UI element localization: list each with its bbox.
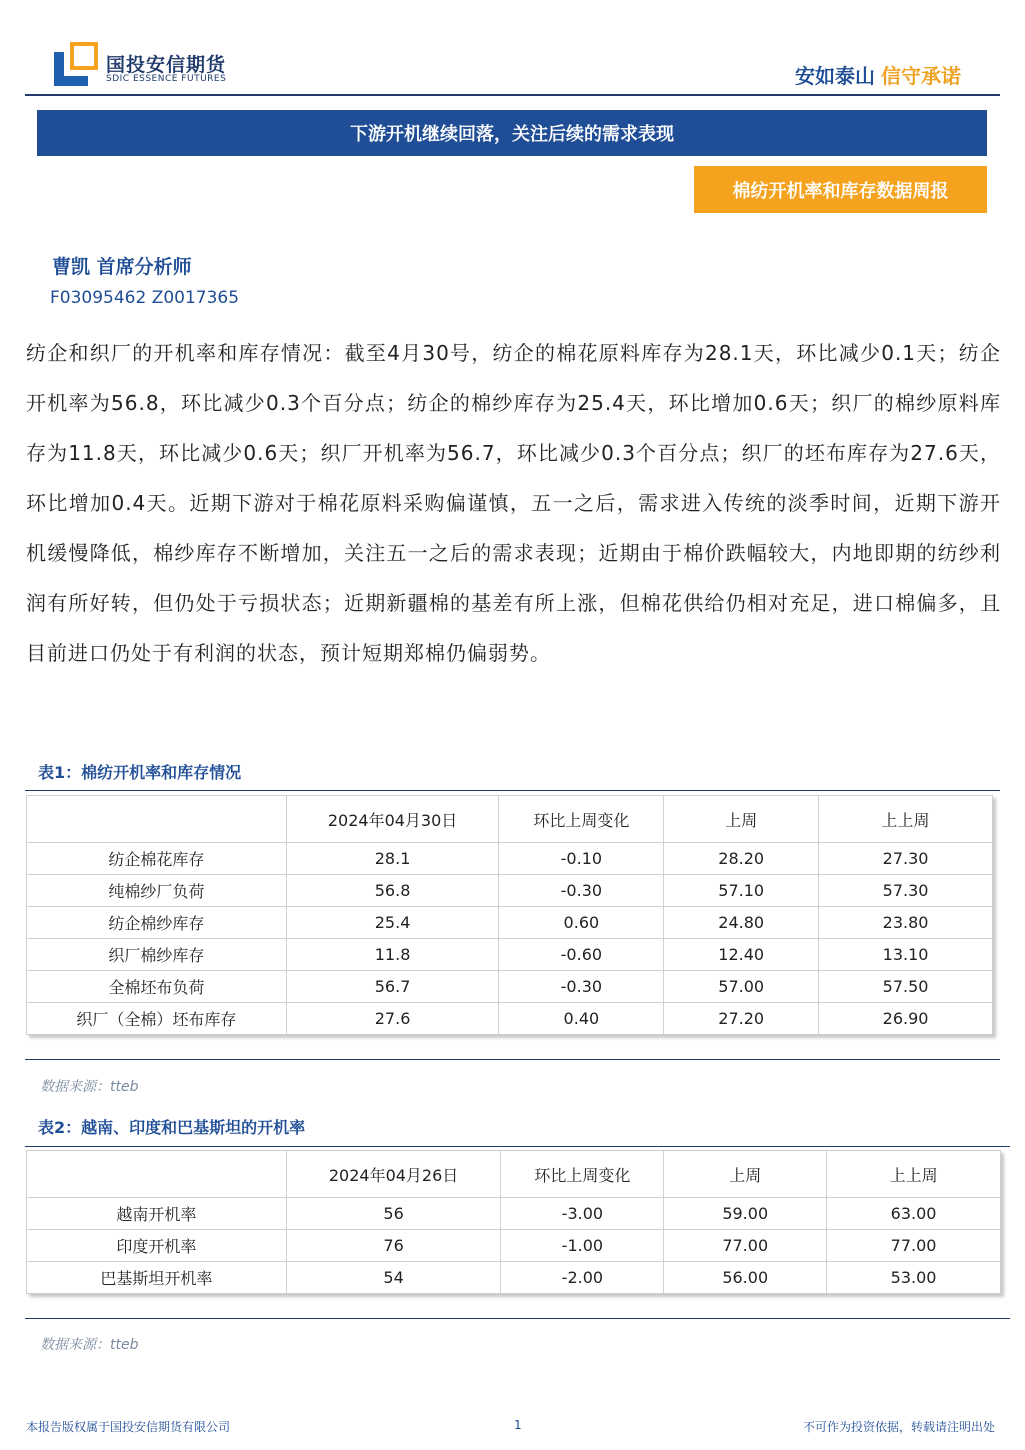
table-row-label: 越南开机率	[27, 1198, 287, 1230]
table1-top-rule	[25, 790, 1000, 791]
table-cell: 77.00	[664, 1230, 827, 1262]
table-cell: 56	[286, 1198, 501, 1230]
table-cell: 63.00	[827, 1198, 1001, 1230]
author-name: 曹凯 首席分析师	[52, 256, 192, 278]
table-cell: 24.80	[664, 907, 819, 939]
table-cell: -3.00	[501, 1198, 664, 1230]
report-subtitle: 棉纺开机率和库存数据周报	[694, 166, 987, 213]
slogan-part1: 安如泰山	[795, 64, 875, 88]
table-header-cell: 上上周	[827, 1151, 1001, 1198]
table-cell: 28.20	[664, 843, 819, 875]
table-cell: 77.00	[827, 1230, 1001, 1262]
table-cell: 27.30	[819, 843, 993, 875]
table-row-label: 巴基斯坦开机率	[27, 1262, 287, 1294]
table1-caption: 表1：棉纺开机率和库存情况	[38, 763, 242, 782]
table-cell: 76	[286, 1230, 501, 1262]
table-cell: 12.40	[664, 939, 819, 971]
table-row-label: 全棉坯布负荷	[27, 971, 287, 1003]
table-row-label: 织厂（全棉）坯布库存	[27, 1003, 287, 1035]
table-row	[27, 1262, 1001, 1294]
header-divider	[25, 94, 1000, 96]
table-cell: 0.60	[499, 907, 664, 939]
table2-top-rule	[25, 1146, 1010, 1147]
table-row-label: 纺企棉花库存	[27, 843, 287, 875]
table-cell: 13.10	[819, 939, 993, 971]
table-cell: -0.30	[499, 875, 664, 907]
table-cell: 11.8	[286, 939, 499, 971]
table-cell: 25.4	[286, 907, 499, 939]
table-cell: 26.90	[819, 1003, 993, 1035]
table-header-row	[27, 1151, 1001, 1198]
table2	[26, 1150, 1001, 1294]
table-row-label: 印度开机率	[27, 1230, 287, 1262]
table-row	[27, 907, 993, 939]
table-cell: -0.10	[499, 843, 664, 875]
table-header-cell	[27, 796, 287, 843]
table2-source: 数据来源：tteb	[40, 1337, 139, 1353]
footer-disclaimer: 不可作为投资依据，转载请注明出处	[802, 1420, 995, 1434]
report-title: 下游开机继续回落，关注后续的需求表现	[37, 110, 987, 156]
company-logo-icon	[54, 42, 98, 86]
table-cell: -0.30	[499, 971, 664, 1003]
table-cell: 59.00	[664, 1198, 827, 1230]
table-cell: 27.6	[286, 1003, 499, 1035]
table2-caption: 表2：越南、印度和巴基斯坦的开机率	[38, 1118, 306, 1137]
table-row	[27, 1198, 1001, 1230]
footer-copyright: 本报告版权属于国投安信期货有限公司	[26, 1420, 231, 1434]
table-row	[27, 875, 993, 907]
table-cell: -1.00	[501, 1230, 664, 1262]
table-cell: 56.7	[286, 971, 499, 1003]
body-paragraph: 纺企和织厂的开机率和库存情况：截至4月30号，纺企的棉花原料库存为28.1天，环比减少0.1天；纺企开机率为56.8，环比减少0.3个百分点；纺企的棉纱库存为25.4天，环比增加0.6天；织厂的棉纱原料库存为11.8天，环比减少0.6天；织厂开机率为56.7，环比减少0.3个百分点；织厂的坯布库存为27.6天，环比增加0.4天。近期下游对于棉花原料采购偏谨慎，五一之后，需求进入传统的淡季时间，近期下游开机缓慢降低，棉纱库存不断增加，关注五一之后的需求表现；近期由于棉价跌幅较大，内地即期的纺纱利润有所好转，但仍处于亏损状态；近期新疆棉的基差有所上涨，但棉花供给仍相对充足，进口棉偏多，且目前进口仍处于有利润的状态，预计短期郑棉仍偏弱势。	[26, 341, 1001, 665]
table-cell: 57.50	[819, 971, 993, 1003]
table-row	[27, 843, 993, 875]
table-cell: 54	[286, 1262, 501, 1294]
table-cell: 57.10	[664, 875, 819, 907]
table-header-cell: 上周	[664, 1151, 827, 1198]
table-row	[27, 971, 993, 1003]
table-header-cell: 2024年04月26日	[286, 1151, 501, 1198]
slogan	[795, 60, 961, 89]
table-header-cell: 2024年04月30日	[286, 796, 499, 843]
table-row	[27, 939, 993, 971]
table-cell: 28.1	[286, 843, 499, 875]
table-cell: 53.00	[827, 1262, 1001, 1294]
table-header-row	[27, 796, 993, 843]
table-cell: -2.00	[501, 1262, 664, 1294]
table-row	[27, 1230, 1001, 1262]
table-cell: 23.80	[819, 907, 993, 939]
table-row	[27, 1003, 993, 1035]
table-header-cell: 环比上周变化	[501, 1151, 664, 1198]
table-header-cell: 上上周	[819, 796, 993, 843]
slogan-part2: 信守承诺	[881, 64, 961, 88]
table-cell: 56.8	[286, 875, 499, 907]
table-cell: 27.20	[664, 1003, 819, 1035]
table-cell: 57.00	[664, 971, 819, 1003]
table-cell: -0.60	[499, 939, 664, 971]
footer-page-number: 1	[514, 1418, 522, 1432]
table-cell: 56.00	[664, 1262, 827, 1294]
table-row-label: 织厂棉纱库存	[27, 939, 287, 971]
company-name-en: SDIC ESSENCE FUTURES	[106, 74, 227, 84]
table-cell: 57.30	[819, 875, 993, 907]
company-name-cn: 国投安信期货	[106, 54, 227, 76]
table-cell: 0.40	[499, 1003, 664, 1035]
table-header-cell: 环比上周变化	[499, 796, 664, 843]
table1	[26, 795, 993, 1035]
table2-bottom-rule	[25, 1318, 1010, 1319]
table1-source: 数据来源：tteb	[40, 1079, 139, 1095]
table-row-label: 纺企棉纱库存	[27, 907, 287, 939]
table1-bottom-rule	[25, 1059, 1000, 1060]
author-codes: F03095462 Z0017365	[50, 288, 240, 308]
table-header-cell	[27, 1151, 287, 1198]
table-header-cell: 上周	[664, 796, 819, 843]
table-row-label: 纯棉纱厂负荷	[27, 875, 287, 907]
